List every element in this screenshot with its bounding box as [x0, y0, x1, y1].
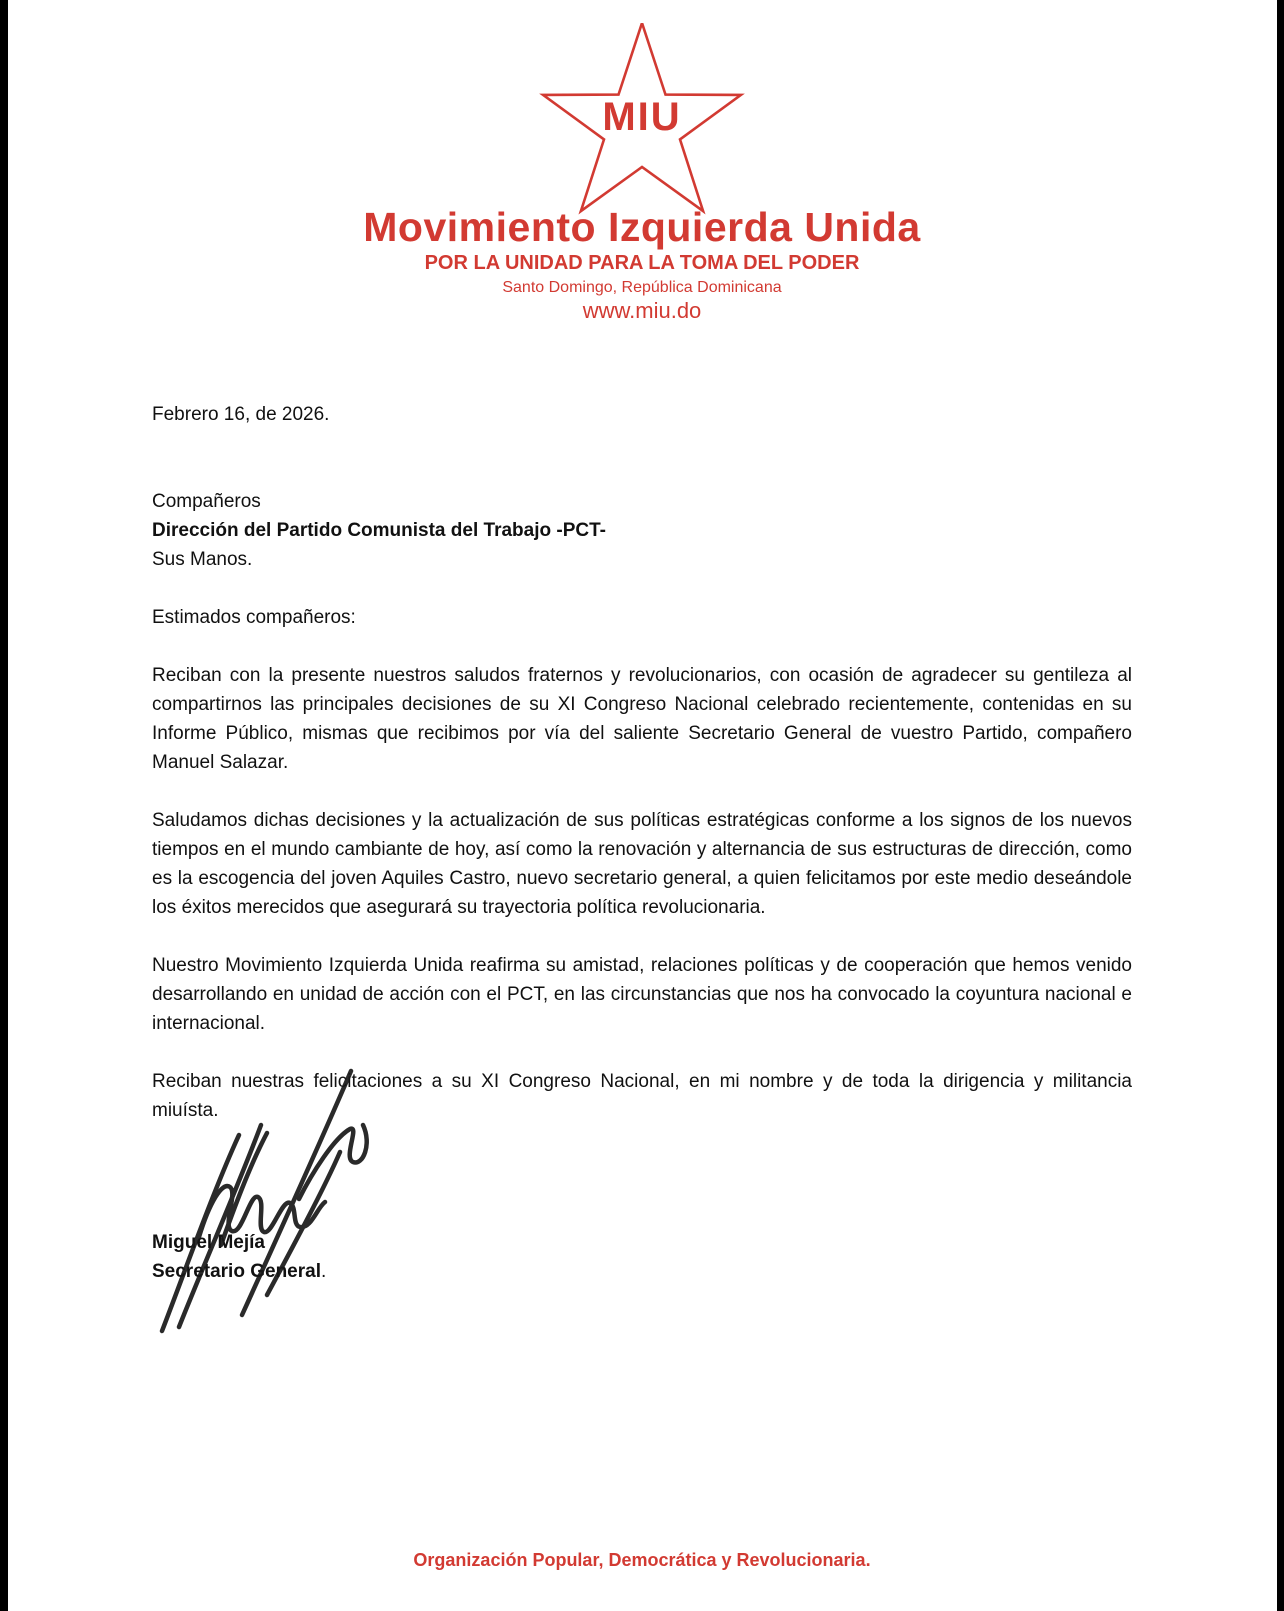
star-icon — [522, 23, 762, 215]
signer-title-text: Secretario General — [152, 1261, 321, 1282]
page-edge-right — [1277, 0, 1284, 1611]
letter-date: Febrero 16, de 2026. — [152, 404, 330, 425]
org-slogan: POR LA UNIDAD PARA LA TOMA DEL PODER — [424, 252, 860, 274]
org-website: www.miu.do — [582, 298, 702, 323]
page-edge-left — [0, 0, 8, 1611]
org-name: Movimiento Izquierda Unida — [363, 204, 921, 250]
miu-star-logo — [522, 23, 762, 215]
paragraph: Saludamos dichas decisiones y la actualización de sus políticas estratégicas conforme a los signos de los nuevos tiempos en el mundo cambiante de hoy, así como la renovación y alternancia de sus estructuras de dirección, como es la escogencia del joven Aquiles Castro, nuevo secretario general, a quien felicitamos por este medio deseándole los éxitos merecidos que asegurará su trayectoria política revolucionaria. — [152, 810, 1132, 918]
signer-title — [152, 1257, 1132, 1286]
recipient-line: Compañeros — [152, 491, 261, 512]
letter-body — [152, 400, 1132, 1286]
salutation: Estimados compañeros: — [152, 607, 356, 628]
signer-name: Miguel Mejía — [152, 1232, 265, 1253]
recipient-block — [152, 487, 1132, 574]
footer-motto: Organización Popular, Democrática y Revolucionaria. — [413, 1550, 871, 1570]
signature-area — [152, 1125, 1132, 1228]
paragraph: Reciban con la presente nuestros saludos fraternos y revolucionarios, con ocasión de agradecer su gentileza al compartirnos las principales decisiones de su XI Congreso Nacional celebrado recientemente, contenidas en su Informe Público, mismas que recibimos por vía del saliente Secretario General de vuestro Partido, compañero Manuel Salazar. — [152, 665, 1132, 773]
signer-block — [152, 1228, 1132, 1286]
org-location: Santo Domingo, República Dominicana — [502, 279, 782, 296]
paragraph: Nuestro Movimiento Izquierda Unida reafirma su amistad, relaciones políticas y de cooperación que hemos venido desarrollando en unidad de acción con el PCT, en las circunstancias que nos ha convocado la coyuntura nacional e internacional. — [152, 955, 1132, 1034]
letterhead — [0, 0, 1284, 324]
logo-text: MIU — [602, 95, 682, 139]
recipient-line: Dirección del Partido Comunista del Trabajo -PCT- — [152, 520, 606, 541]
recipient-line: Sus Manos. — [152, 549, 253, 570]
signer-title-period: . — [320, 1261, 327, 1282]
paragraph: Reciban nuestras felicitaciones a su XI Congreso Nacional, en mi nombre y de toda la dirigencia y militancia miuísta. — [152, 1071, 1132, 1121]
